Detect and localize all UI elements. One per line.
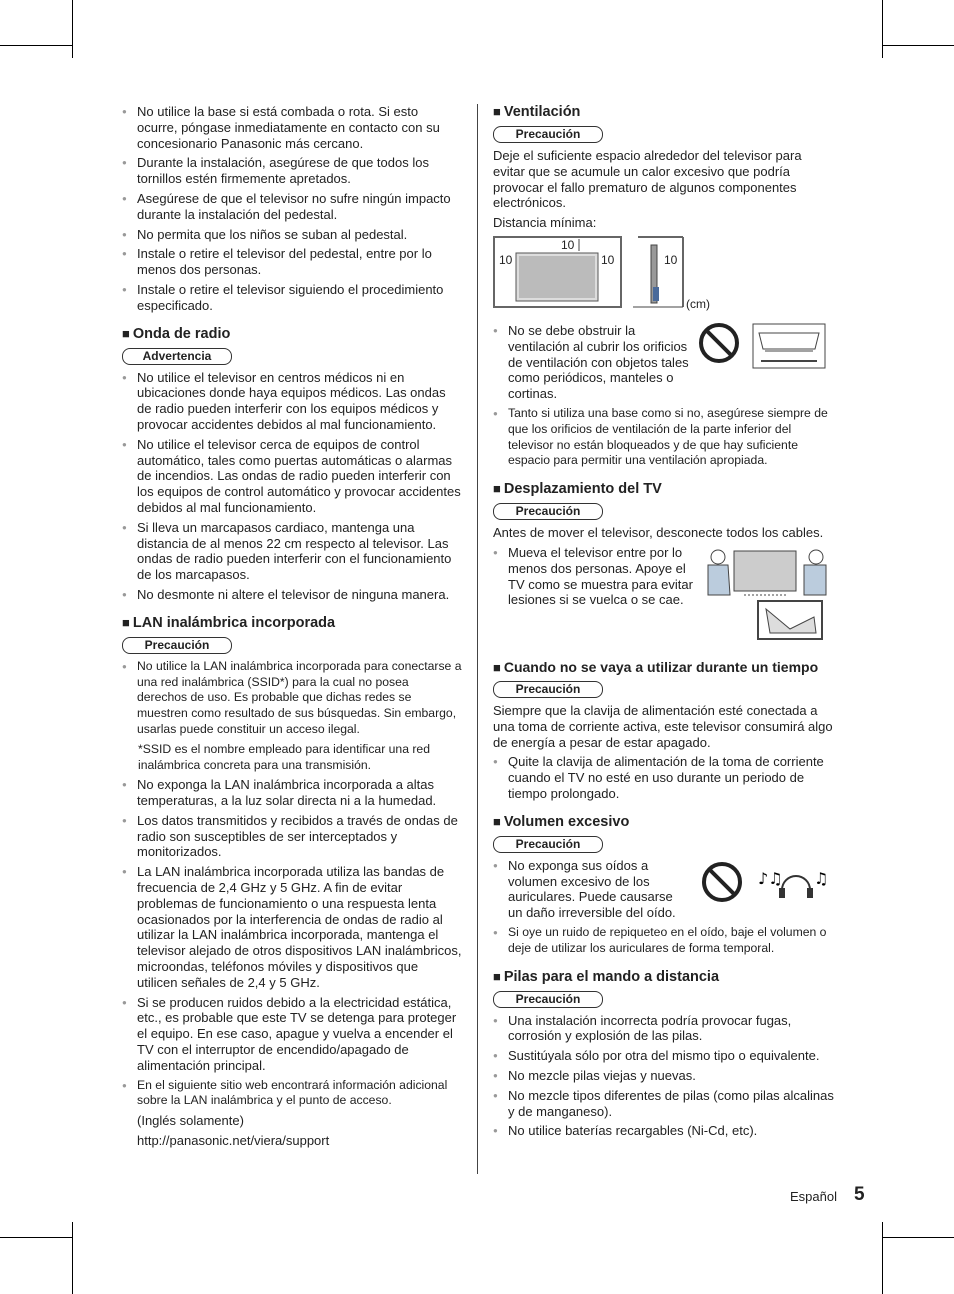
section-heading-vent: ■ Ventilación (493, 104, 581, 120)
list-item: ● En el siguiente sitio web encontrará información adicional sobre la LAN inalámbrica y el punto de acceso. (122, 1078, 462, 1110)
list-item: ● Los datos transmitidos y recibidos a través de ondas de radio son susceptibles de ser interceptados y monitorizados. (122, 813, 462, 860)
volume-block (493, 858, 835, 921)
ssid-note: *SSID es el nombre empleado para identificar una red inalámbrica concreta para una transmisión. (138, 741, 430, 772)
caution-badge: Precaución (493, 681, 603, 698)
crop-mark (882, 0, 883, 58)
list-item: ● Durante la instalación, asegúrese de que todos los tornillos estén firmemente apretados. (122, 155, 462, 187)
distance-back: 10 (664, 252, 678, 267)
move-text: Antes de mover el televisor, desconecte todos los cables. (493, 525, 824, 541)
caution-badge: Precaución (493, 126, 603, 143)
list-item: ● Sustitúyala sólo por otra del mismo tipo o equivalente. (493, 1048, 835, 1064)
distance-right: 10 (601, 252, 615, 267)
crop-mark (72, 1222, 73, 1294)
crop-mark (72, 0, 73, 58)
min-distance-label: Distancia mínima: (493, 215, 597, 231)
unit-label: (cm) (686, 296, 710, 311)
crop-mark (0, 1237, 72, 1238)
list-item: ● Si se producen ruidos debido a la electricidad estática, etc., es probable que este TV se detenga para proteger el equipo. En ese caso, apague y vuelva a encender el TV con el interruptor de encendido/apagado de alimentación principal. (122, 995, 462, 1074)
vent-block (493, 323, 835, 402)
list-item: ● No exponga la LAN inalámbrica incorporada a altas temperaturas, a la luz solar directa ni a la humedad. (122, 777, 462, 809)
vent-text: Deje el suficiente espacio alrededor del televisor para evitar que se acumule un calor excesivo que podría provocar el fallo prematuro de algunos componentes electrónicos. (493, 148, 802, 211)
crop-mark (882, 1222, 883, 1294)
list-item: ● No utilice baterías recargables (Ni-Cd, etc). (493, 1123, 835, 1139)
section-heading-volume: ■ Volumen excesivo (493, 813, 630, 830)
two-people-moving-tv-illustration (704, 545, 828, 641)
warning-badge: Advertencia (122, 348, 232, 365)
list-item: ● No utilice el televisor cerca de equipos de control automático, tales como puertas automáticas o alarmas de incendios. Las ondas de radio pueden interferir con los equipos de control automático y provocar accidentes debidos al mal funcionamiento. (122, 437, 462, 516)
list-item: ● Una instalación incorrecta podría provocar fugas, corrosión y explosión de las pilas. (493, 1013, 835, 1045)
list-item: ● Quite la clavija de alimentación de la toma de corriente cuando el TV no esté en uso durante un periodo de tiempo prolongado. (493, 754, 835, 801)
section-heading-lan: ■ LAN inalámbrica incorporada (122, 614, 336, 631)
english-only-note: (Inglés solamente) (137, 1113, 244, 1129)
no-loud-headphones-illustration (700, 860, 834, 904)
list-item: ● Si lleva un marcapasos cardiaco, mantenga una distancia de al menos 22 cm respecto al televisor. Las ondas de radio pueden interferir con el funcionamiento de los marcapasos. (122, 520, 462, 583)
list-item: ● Si oye un ruido de repiqueteo en el oído, baje el volumen o deje de utilizar los auriculares de forma temporal. (493, 925, 835, 957)
section-heading-unused: ■ Cuando no se vaya a utilizar durante un tiempo (493, 658, 819, 675)
list-item: ● No mezcle tipos diferentes de pilas (como pilas alcalinas y de manganeso). (493, 1088, 835, 1120)
unused-text: Siempre que la clavija de alimentación esté conectada a una toma de corriente activa, este televisor consumirá algo de energía a pesar de estar apagado. (493, 702, 833, 750)
square-bullet-icon: ■ (493, 968, 501, 984)
list-item: ● Asegúrese de que el televisor no sufre ningún impacto durante la instalación del pedestal. (122, 191, 462, 223)
square-bullet-icon: ■ (122, 614, 130, 630)
list-item: ● No permita que los niños se suban al pedestal. (122, 227, 462, 243)
no-cover-illustration (697, 323, 827, 371)
right-column (493, 104, 835, 1143)
distance-top: 10 (561, 237, 575, 252)
square-bullet-icon: ■ (493, 813, 501, 829)
column-divider (477, 104, 478, 1174)
section-heading-batteries: ■ Pilas para el mando a distancia (493, 968, 720, 985)
list-item: ● Instale o retire el televisor siguiendo el procedimiento especificado. (122, 282, 462, 314)
crop-mark (882, 45, 954, 46)
list-item: ● No utilice la LAN inalámbrica incorporada para conectarse a una red inalámbrica (SSID*) para la cual no posea derechos de uso. Es probable que dichas redes se muestren como resultado de sus búsquedas. Sin embargo, usarlas puede constituir un acceso ilegal. (122, 659, 462, 738)
svg-text:♪♫: ♪♫ (758, 868, 783, 888)
list-item: ● Tanto si utiliza una base como si no, asegúrese siempre de que los orificios de ventilación de la parte inferior del televisor no están bloqueados y de que hay suficiente espacio para permitir una ventilación apropiada. (493, 406, 835, 469)
list-item: ● No se debe obstruir la ventilación al cubrir los orificios de ventilación con objetos tales como periódicos, manteles o cortinas. (493, 323, 698, 402)
square-bullet-icon: ■ (122, 325, 130, 341)
caution-badge: Precaución (493, 836, 603, 853)
left-column (122, 104, 462, 1153)
list-item: ● No utilice el televisor en centros médicos ni en ubicaciones donde haya equipos médicos. Las ondas de radio pueden interferir con los equipos médicos y provocar accidentes debidos al mal funcionamiento. (122, 370, 462, 433)
crop-mark (882, 1237, 954, 1238)
crop-mark (0, 45, 72, 46)
distance-left: 10 (499, 252, 513, 267)
caution-badge: Precaución (493, 991, 603, 1008)
list-item: ● Instale o retire el televisor del pedestal, entre por lo menos dos personas. (122, 246, 462, 278)
section-heading-radio: ■ Onda de radio (122, 325, 231, 342)
list-item: ● No utilice la base si está combada o rota. Si esto ocurre, póngase inmediatamente en contacto con su concesionario Panasonic más cercano. (122, 104, 462, 151)
square-bullet-icon: ■ (493, 104, 501, 119)
list-item: ● La LAN inalámbrica incorporada utiliza las bandas de frecuencia de 2,4 GHz y 5 GHz. A fin de evitar problemas de funcionamiento o una respuesta lenta ocasionados por la interferencia de ondas de radio al utilizar la LAN inalámbrica incorporada, mantenga el televisor alejado de otros dispositivos LAN inalámbricos, microondas, teléfonos móviles y dispositivos que utilicen señales de 2,4 y 5 GHz. (122, 864, 462, 990)
list-item: ● No mezcle pilas viejas y nuevas. (493, 1068, 835, 1084)
square-bullet-icon: ■ (493, 659, 501, 675)
page-number: 5 (854, 1184, 865, 1205)
footer-language: Español (790, 1189, 837, 1204)
svg-text:♫: ♫ (814, 868, 829, 888)
move-block (493, 545, 835, 643)
list-item: ● No desmonte ni altere el televisor de ninguna manera. (122, 587, 462, 603)
section-heading-move: ■ Desplazamiento del TV (493, 481, 662, 498)
square-bullet-icon: ■ (493, 481, 501, 497)
list-item: ● Mueva el televisor entre por lo menos dos personas. Apoye el TV como se muestra para evitar lesiones si se vuelca o se cae. (493, 545, 693, 608)
caution-badge: Precaución (122, 637, 232, 654)
support-url[interactable]: http://panasonic.net/viera/support (137, 1133, 330, 1149)
list-item: ● No exponga sus oídos a volumen excesivo de los auriculares. Puede causarse un daño irreversible del oído. (493, 858, 690, 921)
ventilation-diagram (493, 235, 835, 315)
caution-badge: Precaución (493, 503, 603, 520)
